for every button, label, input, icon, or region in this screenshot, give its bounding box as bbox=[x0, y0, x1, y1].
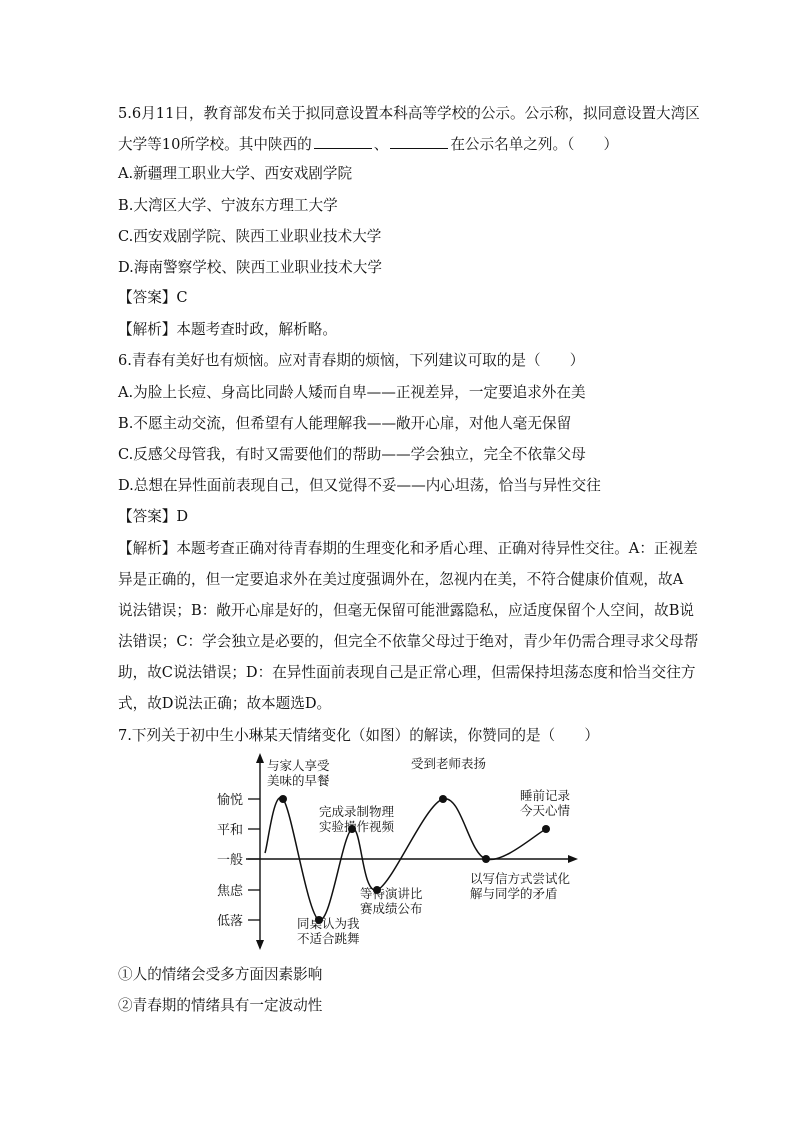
q6-stem: 6.青春有美好也有烦恼。应对青春期的烦恼，下列建议可取的是（ ） bbox=[118, 352, 585, 369]
q5-stem-line2 bbox=[118, 134, 618, 155]
q5-blank-2 bbox=[390, 134, 448, 149]
q6-option-d: D.总想在异性面前表现自己，但又觉得不妥——内心坦荡，恰当与异性交往 bbox=[118, 477, 601, 494]
q5-stem-line2-a: 大学等10所学校。其中陕西的 bbox=[118, 136, 312, 153]
event-label: 以写信方式尝试化 bbox=[470, 871, 571, 886]
event-point bbox=[542, 825, 550, 833]
event-label: 与家人享受 bbox=[267, 758, 330, 773]
x-axis-arrow bbox=[568, 855, 578, 863]
q5-stem-line1: 5.6月11日，教育部发布关于拟同意设置本科高等学校的公示。公示称，拟同意设置大湾区 bbox=[118, 105, 700, 122]
q6-analysis-line: 助，故C说法错误；D：在异性面前表现自己是正常心理，但需保持坦荡态度和恰当交往方 bbox=[118, 664, 696, 681]
q6-analysis-line: 【解析】本题考查正确对待青春期的生理变化和矛盾心理、正确对待异性交往。A：正视差 bbox=[118, 540, 698, 557]
y-tick-label: 愉悦 bbox=[216, 793, 243, 808]
event-label: 实验操作视频 bbox=[319, 819, 395, 834]
q5-analysis: 【解析】本题考查时政，解析略。 bbox=[118, 321, 337, 338]
q5-blank-1 bbox=[314, 134, 372, 149]
q6-answer: 【答案】D bbox=[118, 508, 189, 525]
event-label: 美味的早餐 bbox=[267, 773, 330, 788]
y-tick-label: 低落 bbox=[216, 914, 243, 929]
event-label: 今天心情 bbox=[520, 803, 571, 818]
q5-stem-sep: 、 bbox=[373, 136, 389, 153]
event-label: 完成录制物理 bbox=[319, 804, 395, 819]
event-point bbox=[279, 795, 287, 803]
event-label: 赛成绩公布 bbox=[360, 901, 423, 916]
q6-option-c: C.反感父母管我，有时又需要他们的帮助——学会独立，完全不依靠父母 bbox=[118, 446, 586, 463]
q7-statement-2: ②青春期的情绪具有一定波动性 bbox=[118, 997, 323, 1014]
q5-option-a: A.新疆理工职业大学、西安戏剧学院 bbox=[118, 165, 353, 182]
event-label: 受到老师表扬 bbox=[411, 756, 487, 771]
q5-option-c: C.西安戏剧学院、陕西工业职业技术大学 bbox=[118, 228, 382, 245]
q6-option-b: B.不愿主动交流，但希望有人能理解我——敞开心扉，对他人毫无保留 bbox=[118, 415, 572, 432]
y-tick-label: 一般 bbox=[216, 853, 243, 868]
q6-analysis-line: 法错误；C：学会独立是必要的，但完全不依靠父母过于绝对，青少年仍需合理寻求父母帮 bbox=[118, 633, 699, 650]
event-label: 不适合跳舞 bbox=[297, 931, 360, 946]
event-point bbox=[482, 855, 490, 863]
q6-analysis-line: 说法错误；B：敞开心扉是好的，但毫无保留可能泄露隐私，应适度保留个人空间，故B说 bbox=[118, 602, 695, 619]
q5-option-b: B.大湾区大学、宁波东方理工大学 bbox=[118, 197, 338, 214]
q6-option-a: A.为脸上长痘、身高比同龄人矮而自卑——正视差异，一定要追求外在美 bbox=[118, 384, 586, 401]
event-label: 解与同学的矛盾 bbox=[470, 886, 558, 901]
q6-analysis-line: 式，故D说法正确；故本题选D。 bbox=[118, 695, 332, 712]
q6-analysis-line: 异是正确的，但一定要追求外在美过度强调外在，忽视内在美，不符合健康价值观，故A bbox=[118, 571, 684, 588]
event-label: 同桌认为我 bbox=[297, 916, 360, 931]
event-label: 等待演讲比 bbox=[360, 886, 423, 901]
q5-answer: 【答案】C bbox=[118, 289, 188, 306]
y-tick-label: 焦虑 bbox=[216, 884, 243, 899]
q5-stem-line2-b: 在公示名单之列。（ ） bbox=[450, 136, 619, 153]
event-label: 睡前记录 bbox=[520, 788, 571, 803]
y-axis-arrow-bottom bbox=[256, 940, 264, 950]
emotion-chart bbox=[0, 748, 794, 958]
q7-stem: 7.下列关于初中生小琳某天情绪变化（如图）的解读，你赞同的是（ ） bbox=[118, 727, 599, 744]
y-tick-label: 平和 bbox=[216, 823, 243, 838]
event-point bbox=[439, 795, 447, 803]
q5-option-d: D.海南警察学校、陕西工业职业技术大学 bbox=[118, 259, 382, 276]
y-axis-arrow-top bbox=[256, 753, 264, 763]
q7-statement-1: ①人的情绪会受多方面因素影响 bbox=[118, 966, 323, 983]
